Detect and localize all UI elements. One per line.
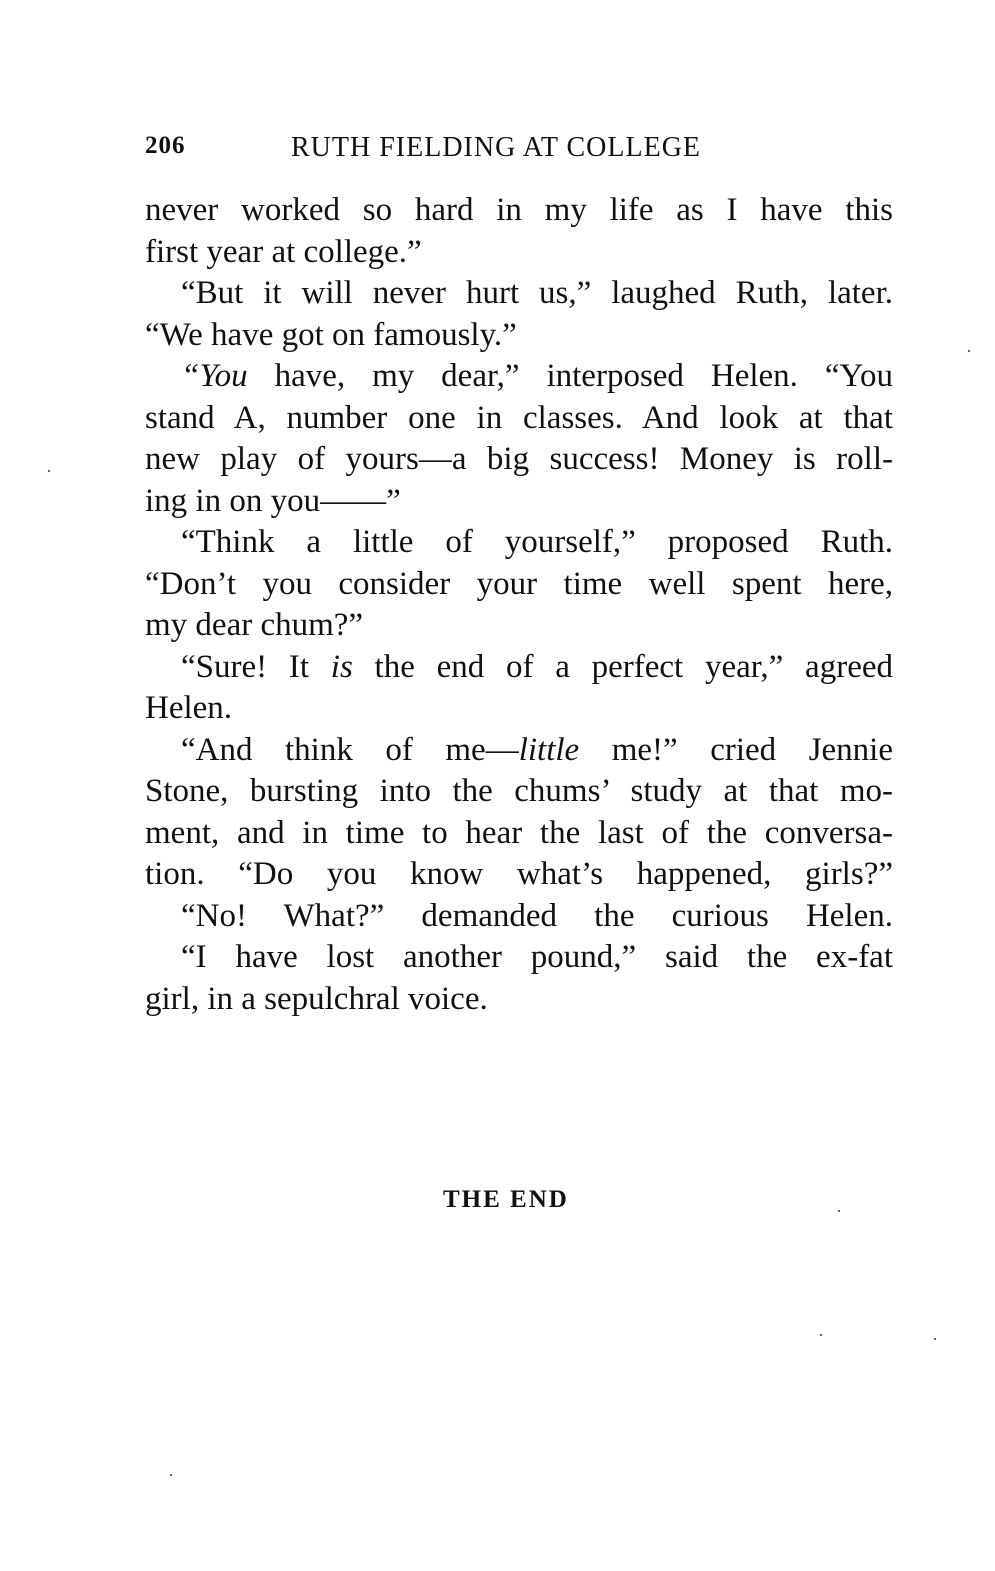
text-line-with-emphasis	[145, 647, 893, 689]
text-line: ing in on you——”	[145, 482, 401, 519]
text-fragment: the end of a perfect year,” agreed	[374, 648, 893, 685]
text-fragment: “Sure! It	[181, 648, 331, 685]
text-line: Helen.	[145, 690, 233, 726]
scan-speck	[820, 1334, 822, 1336]
scan-speck	[934, 1338, 936, 1340]
text-line: “No! What?” demanded the curious Helen.	[181, 897, 893, 934]
text-line: “I have lost another pound,” said the ex-fat	[181, 939, 893, 975]
text-fragment: me!” cried Jennie	[611, 731, 893, 768]
page-header	[145, 132, 895, 168]
text-line: “But it will never hurt us,” laughed Ruth, later.	[181, 275, 893, 311]
scan-speck	[968, 350, 970, 352]
text-line: “Think a little of yourself,” proposed Ruth.	[181, 524, 893, 560]
text-line: first year at college.”	[145, 233, 422, 270]
text-line: Stone, bursting into the chums’ study at that mo-	[145, 773, 893, 809]
text-line-with-emphasis	[145, 356, 893, 398]
the-end-label: THE END	[443, 1186, 569, 1213]
scan-speck	[838, 1210, 840, 1212]
text-line: “Don’t you consider your time well spent here,	[145, 565, 893, 602]
page-number: 206	[145, 132, 186, 159]
text-line: girl, in a sepulchral voice.	[145, 980, 488, 1017]
text-fragment: have, my dear,” interposed Helen. “You	[274, 358, 894, 394]
body-text	[145, 190, 893, 1020]
text-line: new play of yours—a big success! Money is roll-	[145, 441, 893, 477]
text-line: tion. “Do you know what’s happened, girls?”	[145, 856, 893, 892]
text-line: stand A, number one in classes. And look at that	[145, 399, 893, 436]
text-line: my dear chum?”	[145, 607, 364, 643]
text-fragment: “And think of me—	[181, 731, 519, 768]
scan-speck	[48, 470, 50, 472]
italic-word: little	[518, 731, 580, 768]
scan-speck	[170, 1474, 172, 1476]
running-title: RUTH FIELDING AT COLLEGE	[291, 132, 702, 163]
text-line: ment, and in time to hear the last of the conversa-	[145, 814, 893, 851]
text-line-with-emphasis	[145, 730, 893, 772]
italic-word: “You	[181, 358, 248, 394]
italic-word: is	[330, 648, 353, 685]
text-line: never worked so hard in my life as I have this	[145, 192, 893, 228]
text-line: “We have got on famously.”	[145, 316, 517, 353]
